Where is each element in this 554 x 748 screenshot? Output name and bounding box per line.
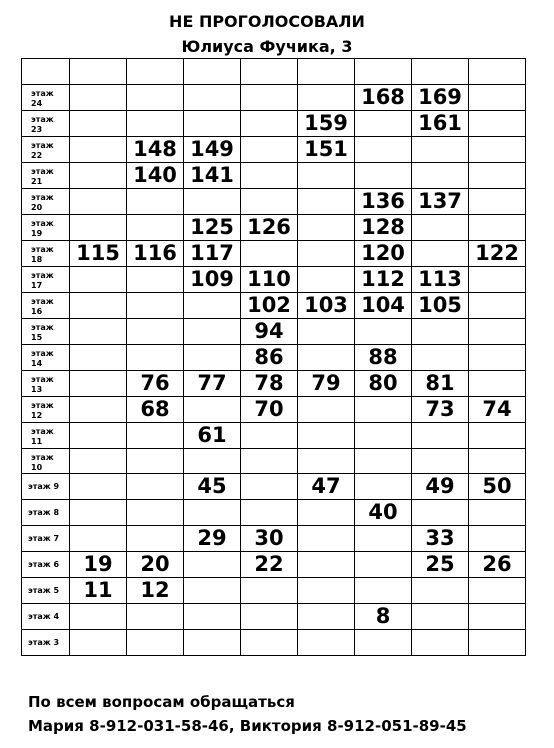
header-cell: [241, 59, 298, 85]
apartment-cell: [241, 578, 298, 604]
apartment-cell: [298, 630, 355, 656]
floor-label-text: [22, 112, 69, 135]
apartment-cell: [127, 604, 184, 630]
table-row: [22, 293, 526, 319]
apartments-table: [21, 58, 526, 656]
table-row: [22, 85, 526, 111]
apartment-cell: [355, 137, 412, 163]
apartment-cell: [241, 111, 298, 137]
floor-label: [22, 526, 70, 552]
table-row: [22, 474, 526, 500]
header-cell: [70, 59, 127, 85]
apartment-cell: 78: [241, 371, 298, 397]
apartment-cell: 29: [184, 526, 241, 552]
apartment-cell: [241, 137, 298, 163]
apartment-cell: [298, 345, 355, 371]
apartments-table-body: [22, 59, 526, 656]
apartment-cell: 137: [412, 189, 469, 215]
apartment-cell: [298, 319, 355, 345]
apartment-cell: [70, 189, 127, 215]
floor-label-word: этаж: [31, 219, 54, 228]
apartment-cell: [355, 449, 412, 474]
apartment-cell: [127, 630, 184, 656]
header-cell: [469, 59, 526, 85]
apartment-cell: [70, 604, 127, 630]
apartment-cell: [184, 111, 241, 137]
floor-label: [22, 397, 70, 423]
table-row: [22, 111, 526, 137]
apartment-cell: 19: [70, 552, 127, 578]
apartment-cell: 77: [184, 371, 241, 397]
header-cell: [355, 59, 412, 85]
apartment-cell: 105: [412, 293, 469, 319]
floor-label-text: этаж 4: [28, 612, 60, 621]
table-header-row: [22, 59, 526, 85]
apartment-cell: [298, 449, 355, 474]
floor-label: [22, 578, 70, 604]
apartment-cell: 86: [241, 345, 298, 371]
apartment-cell: 40: [355, 500, 412, 526]
apartment-cell: [469, 293, 526, 319]
apartment-cell: [70, 85, 127, 111]
apartment-cell: 115: [70, 241, 127, 267]
apartment-cell: [70, 111, 127, 137]
header-cell: [298, 59, 355, 85]
apartment-cell: [184, 85, 241, 111]
apartment-cell: [184, 189, 241, 215]
floor-label-text: [22, 242, 69, 265]
floor-label-number: 24: [31, 99, 43, 108]
floor-label: [22, 449, 70, 474]
apartment-cell: 117: [184, 241, 241, 267]
apartment-cell: 94: [241, 319, 298, 345]
apartment-cell: [412, 241, 469, 267]
apartment-cell: [469, 85, 526, 111]
apartment-cell: [298, 85, 355, 111]
floor-label-text: этаж 5: [28, 586, 60, 595]
table-row: [22, 500, 526, 526]
floor-label-text: [22, 86, 69, 109]
floor-label: [22, 552, 70, 578]
apartment-cell: [412, 163, 469, 189]
apartment-cell: [241, 163, 298, 189]
floor-label: [22, 293, 70, 319]
apartment-cell: [184, 397, 241, 423]
floor-label-word: этаж: [31, 452, 54, 462]
floor-label-text: этаж 8: [28, 508, 60, 517]
table-row: [22, 215, 526, 241]
floor-label-number: 12: [31, 411, 43, 420]
floor-label: [22, 137, 70, 163]
apartment-cell: [184, 552, 241, 578]
floor-label-word: этаж: [31, 375, 54, 384]
floor-label-word: этаж: [31, 401, 54, 410]
floor-label-text: [22, 216, 69, 239]
floor-label-number: 20: [31, 203, 43, 212]
contact-heading: По всем вопросам обращаться: [28, 693, 295, 711]
floor-label-word: этаж: [31, 193, 54, 202]
table-row: [22, 267, 526, 293]
apartment-cell: 45: [184, 474, 241, 500]
apartment-cell: [241, 85, 298, 111]
apartment-cell: [127, 449, 184, 474]
floor-label-number: 17: [31, 281, 43, 290]
floor-label-word: этаж: [31, 89, 54, 98]
apartment-cell: [70, 137, 127, 163]
table-row: [22, 604, 526, 630]
apartment-cell: 22: [241, 552, 298, 578]
table-row: [22, 397, 526, 423]
apartment-cell: [298, 526, 355, 552]
apartment-cell: 73: [412, 397, 469, 423]
contact-phones: Мария 8-912-031-58-46, Виктория 8-912-051-89-45: [28, 717, 467, 735]
floor-label-word: этаж: [31, 167, 54, 176]
apartment-cell: [241, 500, 298, 526]
apartment-cell: [298, 215, 355, 241]
apartment-cell: [184, 604, 241, 630]
apartment-cell: [469, 423, 526, 449]
apartment-cell: [70, 345, 127, 371]
apartment-cell: [469, 578, 526, 604]
header-cell: [184, 59, 241, 85]
apartment-cell: 74: [469, 397, 526, 423]
floor-label: [22, 345, 70, 371]
apartment-cell: [412, 578, 469, 604]
apartment-cell: [127, 500, 184, 526]
apartment-cell: [127, 293, 184, 319]
apartment-cell: [469, 630, 526, 656]
apartment-cell: [70, 267, 127, 293]
apartment-cell: [469, 345, 526, 371]
floor-label-word: этаж: [31, 297, 54, 306]
apartment-cell: [469, 371, 526, 397]
floor-label: [22, 163, 70, 189]
floor-label-text: [22, 190, 69, 213]
apartment-cell: 113: [412, 267, 469, 293]
floor-label-word: этаж: [31, 115, 54, 124]
apartment-cell: [127, 474, 184, 500]
apartment-cell: [127, 526, 184, 552]
table-row: [22, 163, 526, 189]
apartment-cell: 159: [298, 111, 355, 137]
floor-label-number: 19: [31, 229, 43, 238]
floor-label-text: [22, 346, 69, 369]
floor-label: [22, 319, 70, 345]
apartment-cell: 128: [355, 215, 412, 241]
floor-label: [22, 189, 70, 215]
page-title: НЕ ПРОГОЛОСОВАЛИ: [169, 12, 365, 31]
building-address: Юлиуса Фучика, 3: [181, 37, 353, 56]
apartment-cell: [184, 449, 241, 474]
floor-label-text: этаж 6: [28, 560, 60, 569]
apartment-cell: [469, 500, 526, 526]
apartment-cell: [355, 526, 412, 552]
apartment-cell: [355, 552, 412, 578]
apartment-cell: 102: [241, 293, 298, 319]
apartment-cell: [412, 319, 469, 345]
apartment-cell: [184, 500, 241, 526]
floor-label-number: 10: [31, 462, 43, 472]
floor-label: [22, 85, 70, 111]
floor-label-number: 13: [31, 385, 43, 394]
apartment-cell: [298, 604, 355, 630]
apartment-cell: 136: [355, 189, 412, 215]
apartment-cell: [412, 137, 469, 163]
apartment-cell: [469, 111, 526, 137]
floor-label: [22, 474, 70, 500]
header-cell: [127, 59, 184, 85]
floor-label-number: 23: [31, 125, 43, 134]
floor-label-number: 14: [31, 359, 43, 368]
apartment-cell: 141: [184, 163, 241, 189]
floor-label: [22, 604, 70, 630]
apartment-cell: 110: [241, 267, 298, 293]
apartment-cell: [298, 267, 355, 293]
apartment-cell: 61: [184, 423, 241, 449]
apartment-cell: 88: [355, 345, 412, 371]
apartment-cell: 126: [241, 215, 298, 241]
apartment-cell: [184, 319, 241, 345]
apartment-cell: [298, 423, 355, 449]
apartment-cell: [355, 111, 412, 137]
apartment-cell: [412, 345, 469, 371]
apartment-cell: 125: [184, 215, 241, 241]
apartment-cell: [70, 371, 127, 397]
apartment-cell: [469, 267, 526, 293]
table-row: [22, 319, 526, 345]
apartment-cell: 11: [70, 578, 127, 604]
apartment-cell: [70, 474, 127, 500]
floor-label-text: [22, 320, 69, 343]
apartment-cell: [241, 474, 298, 500]
floor-label-number: 18: [31, 255, 43, 264]
apartment-cell: [184, 293, 241, 319]
apartment-cell: 50: [469, 474, 526, 500]
apartment-cell: [298, 397, 355, 423]
floor-label-text: [22, 372, 69, 395]
apartment-cell: [127, 345, 184, 371]
floor-label: [22, 371, 70, 397]
apartment-cell: 8: [355, 604, 412, 630]
apartment-cell: 120: [355, 241, 412, 267]
apartment-cell: 20: [127, 552, 184, 578]
apartment-cell: [184, 345, 241, 371]
apartment-cell: 104: [355, 293, 412, 319]
floor-label-number: 11: [31, 437, 43, 446]
apartment-cell: [298, 500, 355, 526]
apartment-cell: [127, 111, 184, 137]
floor-label: [22, 215, 70, 241]
apartment-cell: [241, 423, 298, 449]
apartment-cell: [70, 293, 127, 319]
floor-label-text: [22, 398, 69, 421]
apartment-cell: [412, 215, 469, 241]
apartment-cell: 122: [469, 241, 526, 267]
table-row: [22, 189, 526, 215]
apartment-cell: 140: [127, 163, 184, 189]
table-row: [22, 449, 526, 474]
apartment-cell: [184, 578, 241, 604]
apartment-cell: 70: [241, 397, 298, 423]
apartment-cell: [412, 423, 469, 449]
table-row: [22, 345, 526, 371]
apartment-cell: [469, 449, 526, 474]
table-row: [22, 423, 526, 449]
apartment-cell: [412, 500, 469, 526]
floor-label: [22, 500, 70, 526]
apartment-cell: [355, 423, 412, 449]
apartment-cell: [298, 552, 355, 578]
header-cell-corner: [22, 59, 70, 85]
floor-label-number: 21: [31, 177, 43, 186]
floor-label-word: этаж: [31, 349, 54, 358]
apartment-cell: [70, 215, 127, 241]
apartment-cell: 103: [298, 293, 355, 319]
apartment-cell: [355, 474, 412, 500]
apartment-cell: 149: [184, 137, 241, 163]
apartment-cell: [469, 189, 526, 215]
apartment-cell: [298, 163, 355, 189]
apartment-cell: [298, 241, 355, 267]
header-cell: [412, 59, 469, 85]
apartment-cell: [298, 189, 355, 215]
apartment-cell: [70, 163, 127, 189]
apartment-cell: 81: [412, 371, 469, 397]
apartment-cell: [70, 423, 127, 449]
table-row: [22, 552, 526, 578]
floor-label-text: этаж 7: [28, 534, 60, 543]
apartment-cell: 12: [127, 578, 184, 604]
floor-label-text: этаж 9: [28, 482, 60, 491]
apartment-cell: [127, 267, 184, 293]
table-row: [22, 526, 526, 552]
floor-label-text: [22, 450, 69, 473]
table-row: [22, 630, 526, 656]
apartment-cell: 148: [127, 137, 184, 163]
floor-label-text: [22, 424, 69, 447]
floor-label-text: этаж 3: [28, 638, 60, 647]
apartment-cell: [241, 189, 298, 215]
apartment-cell: [70, 500, 127, 526]
apartment-cell: 76: [127, 371, 184, 397]
apartment-cell: [469, 163, 526, 189]
apartment-cell: [127, 189, 184, 215]
apartment-cell: [469, 215, 526, 241]
apartment-cell: 33: [412, 526, 469, 552]
apartment-cell: [469, 319, 526, 345]
apartment-cell: [127, 215, 184, 241]
floor-label: [22, 241, 70, 267]
apartment-cell: 80: [355, 371, 412, 397]
apartment-cell: [298, 578, 355, 604]
apartment-cell: [70, 449, 127, 474]
apartment-cell: [355, 397, 412, 423]
floor-label-number: 22: [31, 151, 43, 160]
apartment-cell: 49: [412, 474, 469, 500]
apartment-cell: [355, 578, 412, 604]
apartment-cell: [70, 526, 127, 552]
floor-label-number: 15: [31, 333, 43, 342]
apartment-cell: 168: [355, 85, 412, 111]
apartment-cell: [469, 604, 526, 630]
apartment-cell: [355, 630, 412, 656]
apartment-cell: 112: [355, 267, 412, 293]
apartment-cell: 151: [298, 137, 355, 163]
apartment-cell: 26: [469, 552, 526, 578]
apartment-cell: 169: [412, 85, 469, 111]
floor-label: [22, 630, 70, 656]
apartment-cell: [127, 319, 184, 345]
floor-label-word: этаж: [31, 141, 54, 150]
floor-label-number: 16: [31, 307, 43, 316]
apartment-cell: 109: [184, 267, 241, 293]
floor-label-word: этаж: [31, 245, 54, 254]
floor-label-text: [22, 268, 69, 291]
apartment-cell: 30: [241, 526, 298, 552]
apartment-cell: [355, 319, 412, 345]
apartment-cell: [412, 630, 469, 656]
apartment-cell: [241, 449, 298, 474]
apartment-cell: [241, 630, 298, 656]
apartment-cell: 79: [298, 371, 355, 397]
floor-label-text: [22, 294, 69, 317]
floor-label: [22, 111, 70, 137]
floor-label-word: этаж: [31, 271, 54, 280]
floor-label-word: этаж: [31, 427, 54, 436]
apartment-cell: 25: [412, 552, 469, 578]
apartment-cell: 116: [127, 241, 184, 267]
apartment-cell: [412, 604, 469, 630]
floor-label: [22, 267, 70, 293]
apartment-cell: [184, 630, 241, 656]
apartment-cell: [70, 319, 127, 345]
table-row: [22, 241, 526, 267]
apartment-cell: [127, 423, 184, 449]
apartment-cell: 47: [298, 474, 355, 500]
apartment-cell: [70, 397, 127, 423]
floor-label-text: [22, 164, 69, 187]
apartment-cell: [469, 526, 526, 552]
apartment-cell: [241, 604, 298, 630]
apartment-cell: 68: [127, 397, 184, 423]
apartment-cell: [70, 630, 127, 656]
apartment-cell: 161: [412, 111, 469, 137]
table-row: [22, 137, 526, 163]
apartment-cell: [241, 241, 298, 267]
apartment-cell: [412, 449, 469, 474]
floor-label-word: этаж: [31, 323, 54, 332]
table-row: [22, 371, 526, 397]
apartment-cell: [469, 137, 526, 163]
floor-label: [22, 423, 70, 449]
table-row: [22, 578, 526, 604]
apartment-cell: [127, 85, 184, 111]
apartment-cell: [355, 163, 412, 189]
floor-label-text: [22, 138, 69, 161]
